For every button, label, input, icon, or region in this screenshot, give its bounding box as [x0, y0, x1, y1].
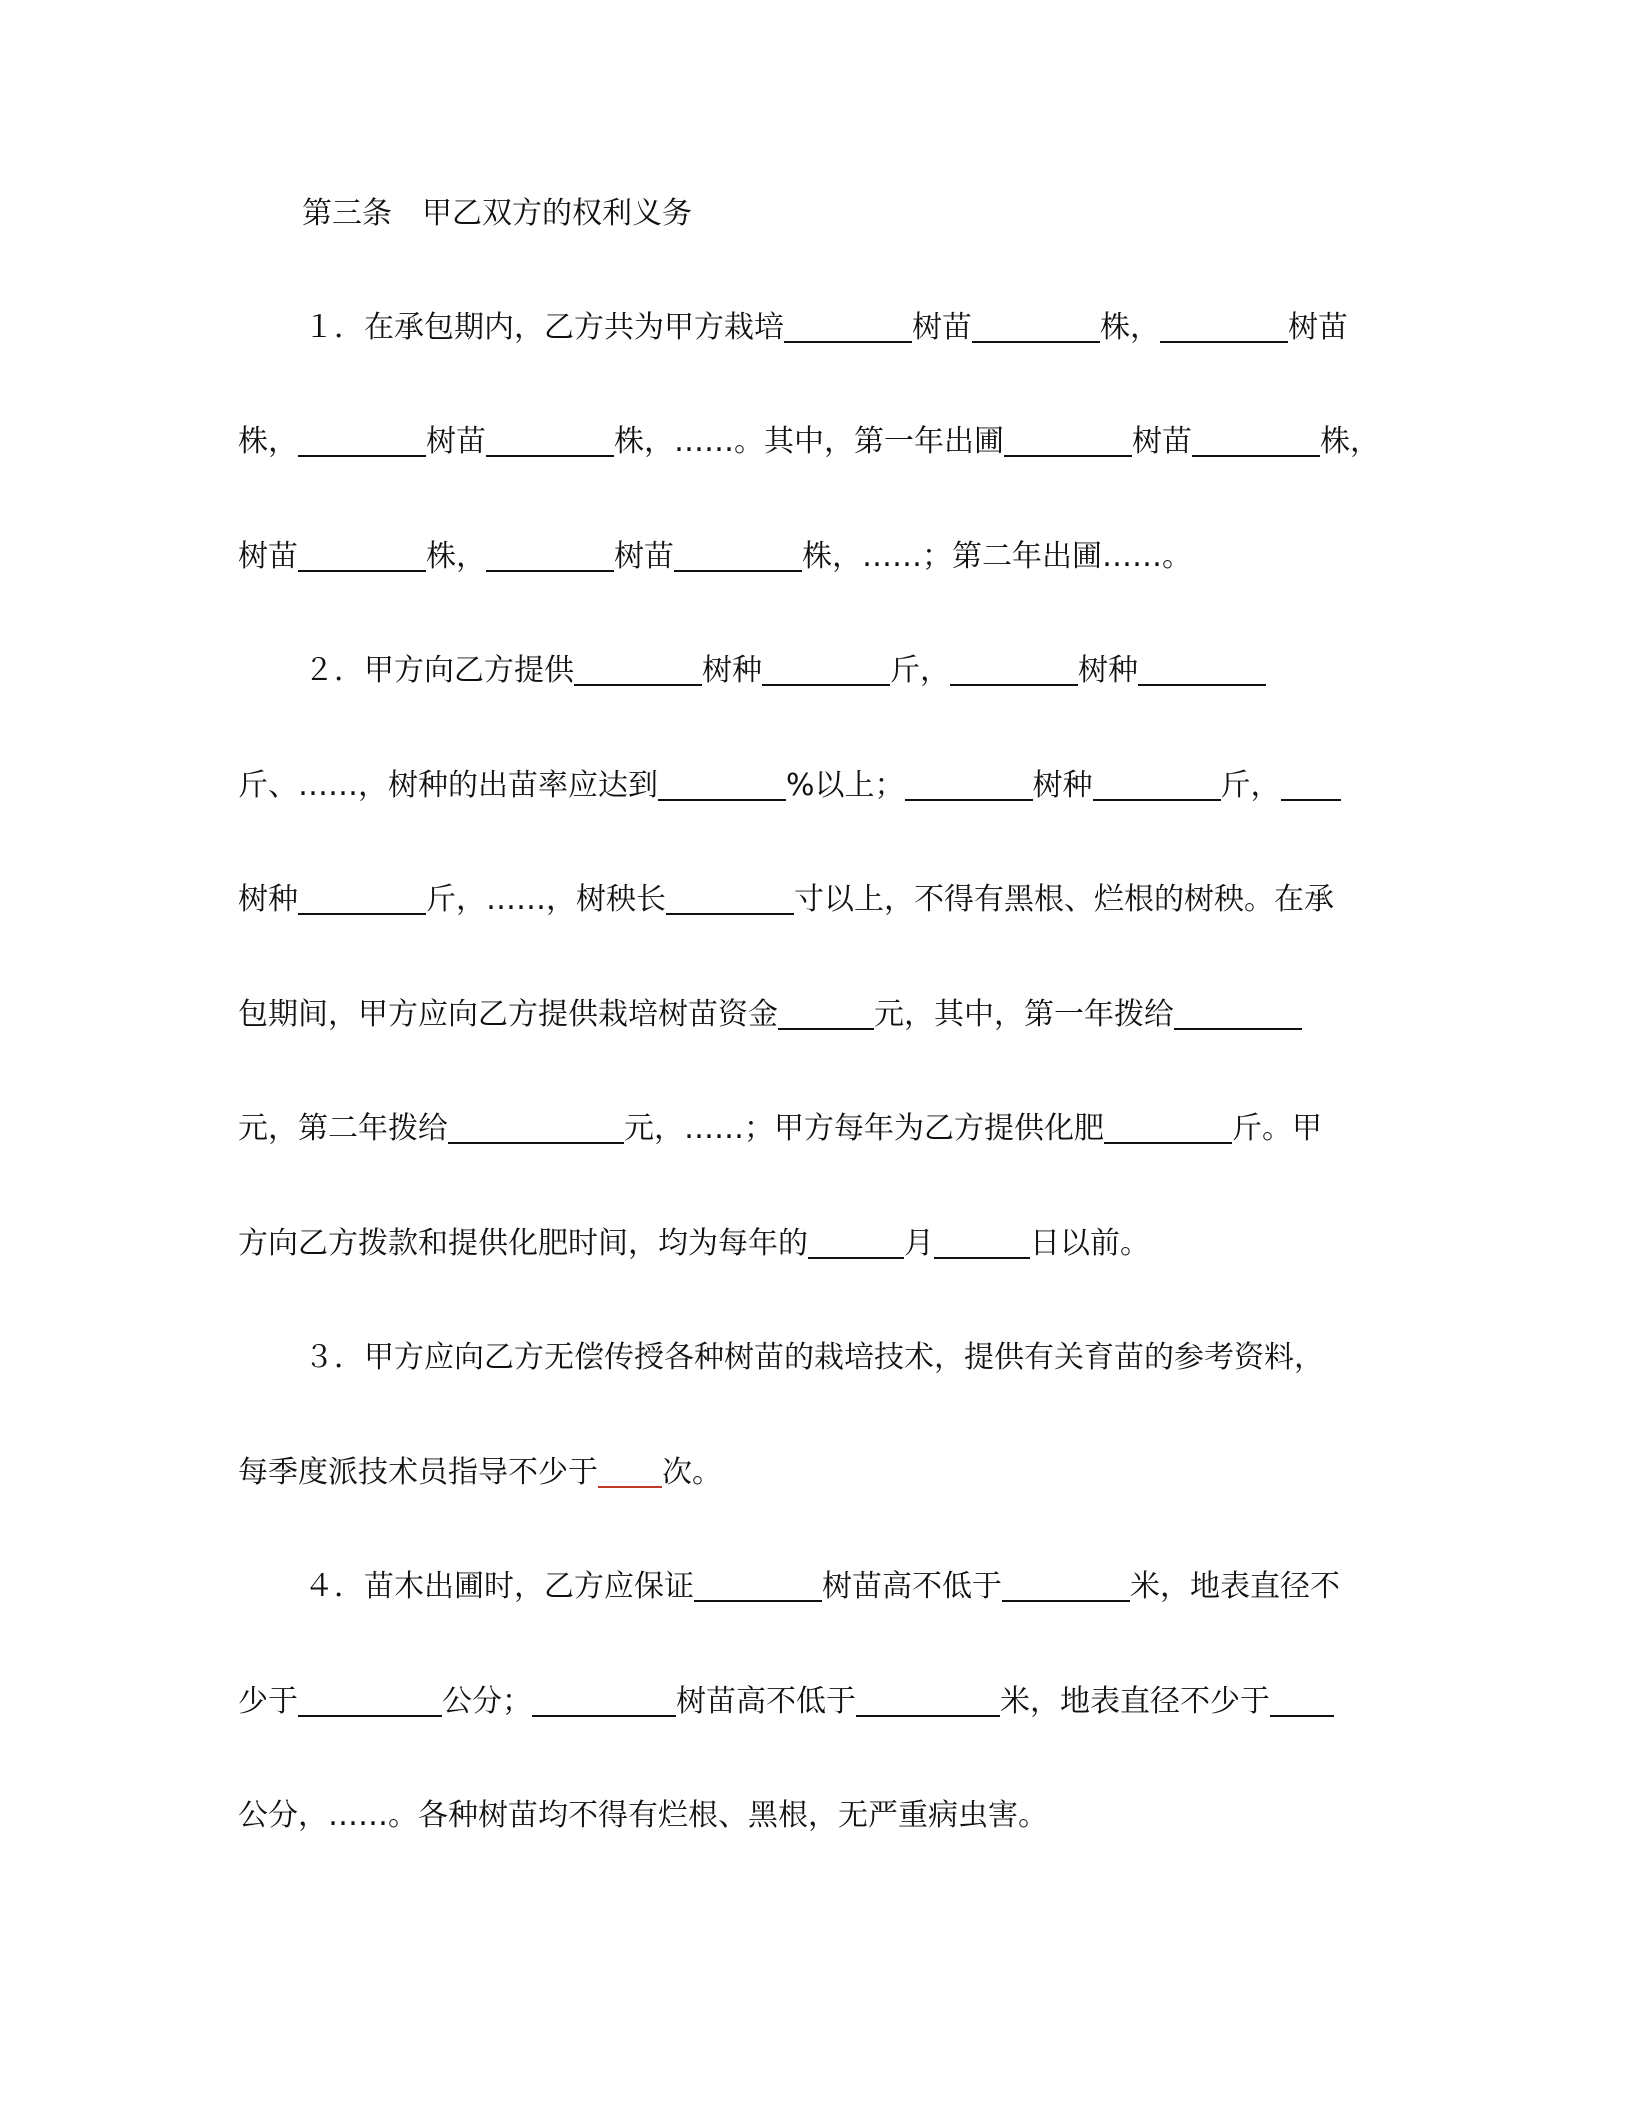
- article-heading: 第三条 甲乙双方的权利义务: [302, 196, 692, 231]
- blank-field[interactable]: [784, 311, 912, 343]
- blank-field[interactable]: [298, 540, 426, 572]
- blank-field[interactable]: [486, 540, 614, 572]
- clause-1-line-3: 树苗 株， 树苗 株，……；第二年出圃……。: [238, 539, 1192, 574]
- blank-field[interactable]: [598, 1456, 662, 1488]
- clause-3-line-2: 每季度派技术员指导不少于 次。: [238, 1455, 722, 1490]
- blank-field[interactable]: [1160, 311, 1288, 343]
- blank-field[interactable]: [1093, 769, 1221, 801]
- blank-field[interactable]: [972, 311, 1100, 343]
- blank-field[interactable]: [674, 540, 802, 572]
- blank-field[interactable]: [905, 769, 1033, 801]
- blank-field[interactable]: [1192, 425, 1320, 457]
- blank-field[interactable]: [1270, 1685, 1334, 1717]
- clause-1-line-2: 株， 树苗 株，……。其中，第一年出圃 树苗 株，: [238, 424, 1380, 459]
- clause-4-line-2: 少于 公分； 树苗高不低于 米，地表直径不少于: [238, 1682, 1334, 1722]
- blank-field[interactable]: [808, 1227, 904, 1259]
- blank-field[interactable]: [934, 1227, 1030, 1259]
- clause-3-line-1: ３．甲方应向乙方无偿传授各种树苗的栽培技术，提供有关育苗的参考资料，: [304, 1340, 1324, 1375]
- clause-4-line-3: 公分，……。各种树苗均不得有烂根、黑根，无严重病虫害。: [238, 1798, 1048, 1833]
- clause-2-line-5: 元，第二年拨给 元，……；甲方每年为乙方提供化肥 斤。甲: [238, 1111, 1322, 1146]
- blank-field[interactable]: [1281, 769, 1341, 801]
- clause-2-line-3: 树种 斤，……，树秧长 寸以上，不得有黑根、烂根的树秧。在承: [238, 882, 1334, 917]
- clause-1-line-1: １．在承包期内，乙方共为甲方栽培 树苗 株， 树苗: [304, 310, 1348, 345]
- clause-2-line-2: 斤、……，树种的出苗率应达到 %以上； 树种 斤，: [238, 766, 1341, 806]
- blank-field[interactable]: [574, 654, 702, 686]
- blank-field[interactable]: [658, 769, 786, 801]
- clause-4-line-1: ４．苗木出圃时，乙方应保证 树苗高不低于 米，地表直径不: [304, 1569, 1340, 1604]
- blank-field[interactable]: [694, 1570, 822, 1602]
- blank-field[interactable]: [486, 425, 614, 457]
- clause-2-line-6: 方向乙方拨款和提供化肥时间，均为每年的 月 日以前。: [238, 1226, 1150, 1261]
- blank-field[interactable]: [778, 998, 874, 1030]
- blank-field[interactable]: [950, 654, 1078, 686]
- blank-field[interactable]: [298, 883, 426, 915]
- blank-field[interactable]: [666, 883, 794, 915]
- blank-field[interactable]: [1174, 998, 1302, 1030]
- blank-field[interactable]: [532, 1685, 676, 1717]
- blank-field[interactable]: [298, 1685, 442, 1717]
- blank-field[interactable]: [298, 425, 426, 457]
- blank-field[interactable]: [762, 654, 890, 686]
- blank-field[interactable]: [856, 1685, 1000, 1717]
- blank-field[interactable]: [1004, 425, 1132, 457]
- clause-2-line-1: ２．甲方向乙方提供 树种 斤， 树种: [304, 651, 1266, 691]
- blank-field[interactable]: [448, 1112, 624, 1144]
- blank-field[interactable]: [1104, 1112, 1232, 1144]
- blank-field[interactable]: [1002, 1570, 1130, 1602]
- clause-2-line-4: 包期间，甲方应向乙方提供栽培树苗资金 元，其中，第一年拨给: [238, 995, 1302, 1035]
- blank-field[interactable]: [1138, 654, 1266, 686]
